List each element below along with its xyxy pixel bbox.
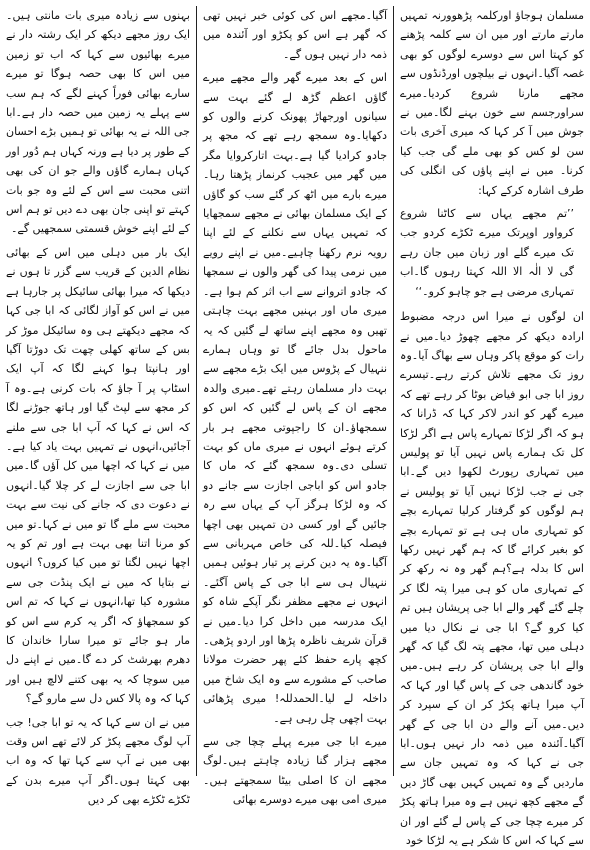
paragraph: ایک بار میں دہلی میں اس کے بھائی نظام الدین کے قریب سے گزر تا ہوں نے دیکھا کہ میرا بھائی سائیکل پر جارہا ہے میں نے اس کو آواز لگائی کہ ابا جی کہا کہ مجھے دیکھتے ہی وہ سائیکل موڑ کر بس کے ساتھ کھلی چھت تک دوڑتا آگیا اور ہانپتا ہوا کہنے لگا کہ آپ ایک اسٹاپ پر آ جاؤ کہ بات کرنی ہے۔وہ آ کر مجھ سے لپٹ گیا اور ہاتھ جوڑنے لگا کہ اس نے کہا کہ آپ ابا جی سے ملنے آجائیں،انہوں نے تمہیں بہت یاد کیا ہے۔میں نے کہا کہ اچھا میں کل آؤں گا۔میں ابا جی سے اجازت لے کر چلا گیا۔انہوں نے دعوت دی کہ جانے کی نیت سے بہت محبت سے ملے گا تو میں نے کہا۔تو میں کو مرنا اتنا بھی بہت ہے اور تم کو یہ اچھا نہیں لگتا تو میں کیا کروں؟ انہوں نے بتایا کہ میں نے ایک پنڈت جی سے مشورہ کیا تھا،انہوں نے کہا کہ تم اس کو سمجھاؤ کہ اگر یہ کرم سے اس کو مار ہو جائے تو میرا سارا خاندان کا دھرم بھرشٹ کر دے گا۔میں نے اپنے دل میں سوچا کہ یہ بھی کتنے لالچ ہیں اور کہا کہ وہ پالا کس دل سے مارو گے؟ [6, 245, 190, 706]
paragraph: آگیا۔مجھے اس کی کوئی خبر نہیں تھی کہ گھر ہے اس کو پکڑو اور آئندہ میں ذمہ دار نہیں ہوں گے۔ [203, 9, 387, 61]
text-column-right [400, 6, 584, 848]
paragraph: میرے ابا جی میرے پہلے چچا جی سے مجھے ہزار گنا زیادہ چاہتے ہیں۔لوگ مجھے ان کا اصلی بیٹا سمجھتے ہیں۔میری امی بھی میرے دوسرے بھائی [203, 735, 387, 807]
column-divider [393, 6, 394, 776]
paragraph: اس کے بعد میرے گھر والے مجھے میرے گاؤں اعظم گڑھ لے گئے بہت سے سیانوں اورجھاڑ پھونک کرنے والوں کو دکھایا۔وہ سمجھ رہے تھے کہ مجھ پر جادو کرادیا گیا ہے۔بہت اتارکروایا مگر میں گھر میں عجیب کرنماز پڑھتا رہا۔میرے بارے میں اٹھ کر گئے سب کو گاؤں کے ایک مسلمان بھائی نے مجھے سمجھایا کہ تمہیں یہاں سے نکلنے کے لئے اپنا رویہ نرم رکھنا چاہیے۔میں نے اپنے رویے میں نرمی پیدا کی گھر والوں نے سمجھا کہ جادو اتروانے سے اب اثر کم ہوا ہے۔میری ماں اور بہنیں مجھے بہت چاہتی تھیں وہ مجھے اپنے ساتھ لے گئیں کہ یہ ماحول بدل جائے گا تو وہاں ہمارے ننہیال کے پڑوس میں ایک بڑے مجھے سے بہت دار مسلمان رہتے تھے۔میری والدہ مجھے ان کے پاس لے گئیں کہ اس کو سمجھاؤ۔ان کا راجپوتی مجھے ہر بار کرتے ہوئے انہوں نے میری ماں کو بہت تسلی دی۔وہ سمجھ گئے کہ ماں کا جادو اس کو اباجی اجازت سے جانے دو کہ وہ لڑکا ہرگز آپ کے یہاں سے رہ جائیں گے اور کسی دن تمہیں بھی اچھا فیصلہ کیا۔للہ کی خاص مہربانی سے آگیا۔وہ یہ دین کرنے پر تیار ہوئیں ہمیں ننہیال ہی سے ابا جی کے پاس آگئے۔انہوں نے مجھے مظفر نگر آپکے شاہ کو ایک مدرسہ میں داخل کرا دیا۔میں نے قرآن شریف ناظرہ پڑھا اور اردو پڑھی۔کچھ پارے حفظ کئے پھر حضرت مولانا صاحب کے مشورے سے وہ ایک شاخ میں داخلہ لے لیا۔الحمدللہ! میری پڑھائی بہت اچھی چل رہی ہے۔ [203, 71, 387, 725]
text-column-middle [203, 6, 387, 807]
paragraph: مسلمان ہوجاؤ اورکلمہ پڑھوورنہ تمہیں مارتے مارتے اور میں ان سے کلمہ پڑھنے کو کہتا اس سے دوسرے لوگوں کو بھی غصہ آگیا۔انہوں نے بیلچوں اورڈنڈوں سے مجھے مارنا شروع کردیا۔میرے سراورجسم سے خون بہنے لگا۔میں نے جوش میں آ کر کہا کہ میری آخری بات سن لو کس کو بھی ملے گی جب کیا کرنا۔ میں نے اپنے پاؤں کی انگلی کی طرف اشارہ کرکے کہا: [400, 9, 584, 197]
quoted-passage: ’’تم مجھے یہاں سے کاٹنا شروع کرواور اوپرتک میرے ٹکڑے کردو جب تک میرے گلے اور زبان میں جان رہے گی لا الٰہ الا اللہ کہتا رہوں گا۔اب تمہاری مرضی ہے جو چاہو کرو۔‘‘ [400, 207, 574, 298]
paragraph: ان لوگوں نے میرا اس درجہ مضبوط ارادہ دیکھ کر مجھے چھوڑ دیا۔میں نے رات کو موقع پاکر وہاں سے بھاگ آیا۔وہ روز تک مجھے تلاش کرتے رہے۔تیسرے روز ابا جی ابو فیاض بوٹا کر رہے تھے کہ میرے گھر کو اندر لاکر کہا کہ ڈرانا کہ ہو کہ اگر لڑکا تمہارے پاس ہے اگر لڑکا کل تک ہمارے پاس نہیں آیا تو پولیس میں تمہاری رپورٹ لکھوا دیں گے۔ابا جی نے جب لڑکا نہیں آیا تو پولیس نے ہم لوگوں کو گرفتار کرلیا تمہارے بچے کو تمہاری ماں ہی ہے تو تمہارے بچے کو بغیر کرائے گا کہ ہم گھر نہیں رکھا اس کا بدلہ ہے؟ہم گھر وہ نہ رکھ کر کے تمہاری ماں کو ہی میرا پتہ لگا کر چلے گئے گھر والے ابا جی پریشان ہیں تم کیا کرو گے؟ ابا جی نے نکال دیا میں دہلی میں تھا، مجھے پتہ لگ گیا کہ گھر والے ابا جی پریشان کر رہے ہیں۔میں خود گاندھی جی کے پاس گیا اور کہا کہ آپ میرا ہاتھ پکڑ کر ان کے سپرد کر دیں۔میں آنے والے دن ابا جی کے گھر آگیا۔آئندہ میں ذمہ دار نہیں ہوں۔ابا جی نے کہا کہ وہ تمہیں جان سے ماردیں گے وہ تمہیں کہیں بھی گاڑ دیں گے مجھے کچھ نہیں ہے وہ میرا ہاتھ پکڑ کر میرے چچا جی کے پاس لے گئے اور ان سے کہا کہ اس کا شکر ہے یہ لڑکا خود [400, 310, 584, 848]
column-divider [196, 6, 197, 776]
text-column-left [6, 6, 190, 807]
paragraph: میں نے ان سے کہا کہ یہ تو ابا جی! جب آپ لوگ مجھے پکڑ کر لائے تھے اس وقت بھی میں نے آپ سے کہا تھا کہ وہ اب بھی کہتا ہوں۔اگر آپ میرے بدن کے ٹکڑے ٹکڑے بھی کر دیں [6, 715, 190, 807]
paragraph: بہنوں سے زیادہ میری بات مانتی ہیں۔ایک روز مجھے دیکھ کر ایک رشتہ دار نے میرے بھائیوں سے کہا کہ اب تو زمین میں اس کا بھی حصہ ہوگا تو میرے سارے بھائی فوراً کہنے لگے کہ ہم سب سے پہلے یہ زمین میں حصہ دار ہے۔ابا جی اللہ نے یہ بھائی تو ہمیں بڑے احسان کے طور پر دیا ہے ورنہ کہاں ہم دُور اور کہاں ہمارے گاؤں والے جو ان کی بھی اتنی محبت سے اس کے لئے وہ جو بات کہتے تو اپنی جان بھی دے دیں تو ہم اس کے لئے اپنے خوش قسمتی سمجھیں گے۔ [6, 9, 190, 236]
